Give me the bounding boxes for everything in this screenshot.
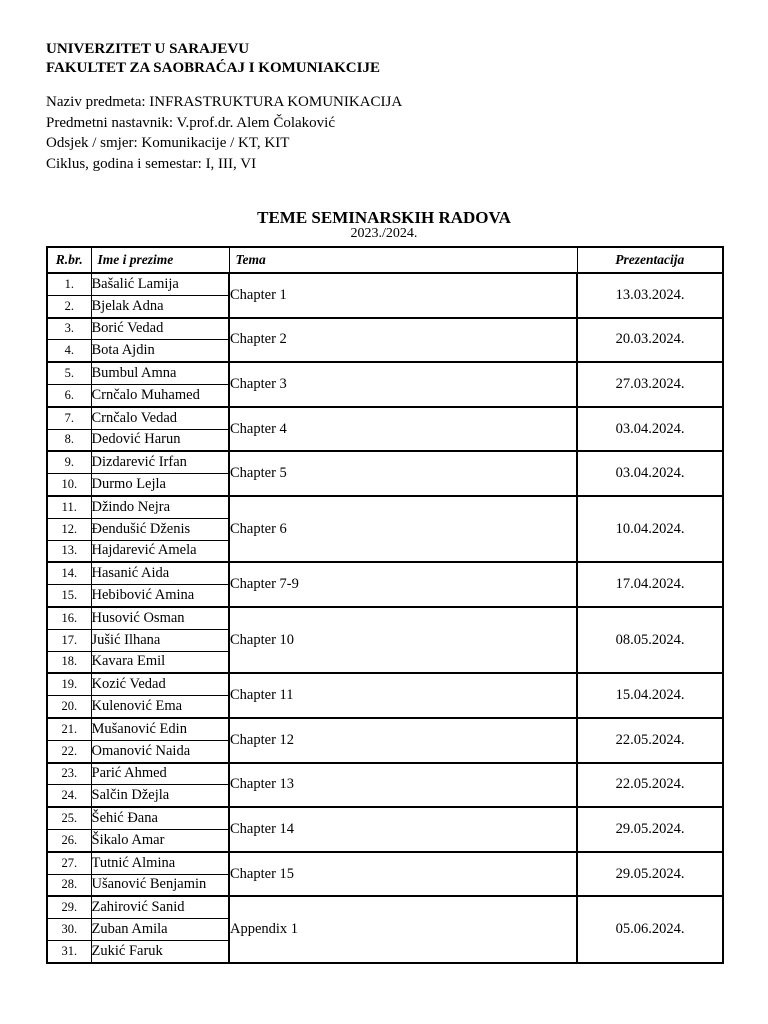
table-row bbox=[47, 718, 723, 740]
student-name: Hasanić Aida bbox=[91, 562, 229, 584]
row-number: 22. bbox=[47, 740, 91, 762]
table-row bbox=[47, 362, 723, 384]
seminar-topic: Chapter 15 bbox=[229, 852, 577, 897]
student-name: Crnčalo Muhamed bbox=[91, 384, 229, 406]
column-header-rbr: R.br. bbox=[47, 247, 91, 273]
row-number: 30. bbox=[47, 919, 91, 941]
subject-line: Naziv predmeta: INFRASTRUKTURA KOMUNIKACIJA bbox=[46, 94, 403, 110]
student-name: Zukić Faruk bbox=[91, 940, 229, 962]
row-number: 20. bbox=[47, 696, 91, 718]
student-name: Hajdarević Amela bbox=[91, 540, 229, 562]
presentation-date: 05.06.2024. bbox=[577, 896, 723, 962]
seminar-topic: Chapter 5 bbox=[229, 451, 577, 496]
student-name: Durmo Lejla bbox=[91, 474, 229, 496]
faculty-name: FAKULTET ZA SAOBRAĆAJ I KOMUNIAKCIJE bbox=[46, 60, 380, 76]
row-number: 25. bbox=[47, 807, 91, 829]
seminar-schedule-table bbox=[46, 246, 724, 964]
presentation-date: 17.04.2024. bbox=[577, 562, 723, 607]
row-number: 9. bbox=[47, 451, 91, 473]
table-row bbox=[47, 852, 723, 874]
table-row bbox=[47, 607, 723, 629]
student-name: Hebibović Amina bbox=[91, 585, 229, 607]
seminar-topic: Chapter 7-9 bbox=[229, 562, 577, 607]
row-number: 17. bbox=[47, 629, 91, 651]
table-row bbox=[47, 673, 723, 695]
student-name: Borić Vedad bbox=[91, 318, 229, 340]
presentation-date: 03.04.2024. bbox=[577, 407, 723, 452]
student-name: Mušanović Edin bbox=[91, 718, 229, 740]
presentation-date: 29.05.2024. bbox=[577, 852, 723, 897]
row-number: 10. bbox=[47, 474, 91, 496]
student-name: Zuban Amila bbox=[91, 919, 229, 941]
student-name: Crnčalo Vedad bbox=[91, 407, 229, 429]
table-row bbox=[47, 496, 723, 518]
seminar-topic: Chapter 3 bbox=[229, 362, 577, 407]
academic-year: 2023./2024. bbox=[350, 226, 418, 241]
presentation-date: 20.03.2024. bbox=[577, 318, 723, 363]
student-name: Ušanović Benjamin bbox=[91, 874, 229, 896]
row-number: 21. bbox=[47, 718, 91, 740]
seminar-topic: Chapter 4 bbox=[229, 407, 577, 452]
department-line: Odsjek / smjer: Komunikacije / KT, KIT bbox=[46, 135, 290, 151]
seminar-topic: Chapter 2 bbox=[229, 318, 577, 363]
student-name: Dizdarević Irfan bbox=[91, 451, 229, 473]
student-name: Bumbul Amna bbox=[91, 362, 229, 384]
student-name: Salčin Džejla bbox=[91, 785, 229, 807]
student-name: Bota Ajdin bbox=[91, 340, 229, 362]
row-number: 27. bbox=[47, 852, 91, 874]
student-name: Omanović Naida bbox=[91, 740, 229, 762]
seminar-topic: Chapter 11 bbox=[229, 673, 577, 718]
teacher-line: Predmetni nastavnik: V.prof.dr. Alem Čolaković bbox=[46, 114, 335, 131]
table-body bbox=[47, 273, 723, 963]
seminar-topic: Chapter 13 bbox=[229, 763, 577, 808]
student-name: Bašalić Lamija bbox=[91, 273, 229, 295]
student-name: Šehić Đana bbox=[91, 807, 229, 829]
student-name: Dedović Harun bbox=[91, 429, 229, 451]
row-number: 11. bbox=[47, 496, 91, 518]
table-row bbox=[47, 451, 723, 473]
student-name: Đendušić Dženis bbox=[91, 518, 229, 540]
row-number: 29. bbox=[47, 896, 91, 918]
seminar-topic: Chapter 12 bbox=[229, 718, 577, 763]
presentation-date: 13.03.2024. bbox=[577, 273, 723, 318]
student-name: Tutnić Almina bbox=[91, 852, 229, 874]
row-number: 3. bbox=[47, 318, 91, 340]
row-number: 16. bbox=[47, 607, 91, 629]
table-row bbox=[47, 807, 723, 829]
student-name: Zahirović Sanid bbox=[91, 896, 229, 918]
presentation-date: 03.04.2024. bbox=[577, 451, 723, 496]
student-name: Džindo Nejra bbox=[91, 496, 229, 518]
student-name: Jušić Ilhana bbox=[91, 629, 229, 651]
table-row bbox=[47, 407, 723, 429]
presentation-date: 29.05.2024. bbox=[577, 807, 723, 852]
row-number: 23. bbox=[47, 763, 91, 785]
column-header-presentation: Prezentacija bbox=[577, 247, 723, 273]
student-name: Kulenović Ema bbox=[91, 696, 229, 718]
student-name: Husović Osman bbox=[91, 607, 229, 629]
row-number: 31. bbox=[47, 940, 91, 962]
seminar-topic: Chapter 14 bbox=[229, 807, 577, 852]
presentation-date: 22.05.2024. bbox=[577, 718, 723, 763]
student-name: Šikalo Amar bbox=[91, 829, 229, 851]
row-number: 8. bbox=[47, 429, 91, 451]
seminar-topic: Appendix 1 bbox=[229, 896, 577, 962]
student-name: Kavara Emil bbox=[91, 651, 229, 673]
row-number: 13. bbox=[47, 540, 91, 562]
presentation-date: 10.04.2024. bbox=[577, 496, 723, 562]
table-row bbox=[47, 273, 723, 295]
presentation-date: 27.03.2024. bbox=[577, 362, 723, 407]
cycle-line: Ciklus, godina i semestar: I, III, VI bbox=[46, 155, 257, 172]
course-info bbox=[46, 92, 402, 174]
title-block bbox=[0, 208, 768, 242]
column-header-name: Ime i prezime bbox=[91, 247, 229, 273]
student-name: Bjelak Adna bbox=[91, 295, 229, 317]
row-number: 15. bbox=[47, 585, 91, 607]
table-row bbox=[47, 763, 723, 785]
row-number: 26. bbox=[47, 829, 91, 851]
document-title: TEME SEMINARSKIH RADOVA bbox=[257, 208, 511, 227]
student-name: Kozić Vedad bbox=[91, 673, 229, 695]
table-row bbox=[47, 318, 723, 340]
table-row bbox=[47, 896, 723, 918]
document-header bbox=[46, 40, 380, 78]
seminar-topic: Chapter 1 bbox=[229, 273, 577, 318]
row-number: 6. bbox=[47, 384, 91, 406]
row-number: 4. bbox=[47, 340, 91, 362]
row-number: 1. bbox=[47, 273, 91, 295]
presentation-date: 08.05.2024. bbox=[577, 607, 723, 673]
table-header-row bbox=[47, 247, 723, 273]
row-number: 19. bbox=[47, 673, 91, 695]
seminar-topic: Chapter 6 bbox=[229, 496, 577, 562]
row-number: 2. bbox=[47, 295, 91, 317]
row-number: 18. bbox=[47, 651, 91, 673]
column-header-topic: Tema bbox=[229, 247, 577, 273]
table-row bbox=[47, 562, 723, 584]
presentation-date: 22.05.2024. bbox=[577, 763, 723, 808]
university-name: UNIVERZITET U SARAJEVU bbox=[46, 41, 250, 57]
seminar-topic: Chapter 10 bbox=[229, 607, 577, 673]
row-number: 14. bbox=[47, 562, 91, 584]
row-number: 12. bbox=[47, 518, 91, 540]
row-number: 5. bbox=[47, 362, 91, 384]
student-name: Parić Ahmed bbox=[91, 763, 229, 785]
row-number: 24. bbox=[47, 785, 91, 807]
row-number: 7. bbox=[47, 407, 91, 429]
presentation-date: 15.04.2024. bbox=[577, 673, 723, 718]
row-number: 28. bbox=[47, 874, 91, 896]
